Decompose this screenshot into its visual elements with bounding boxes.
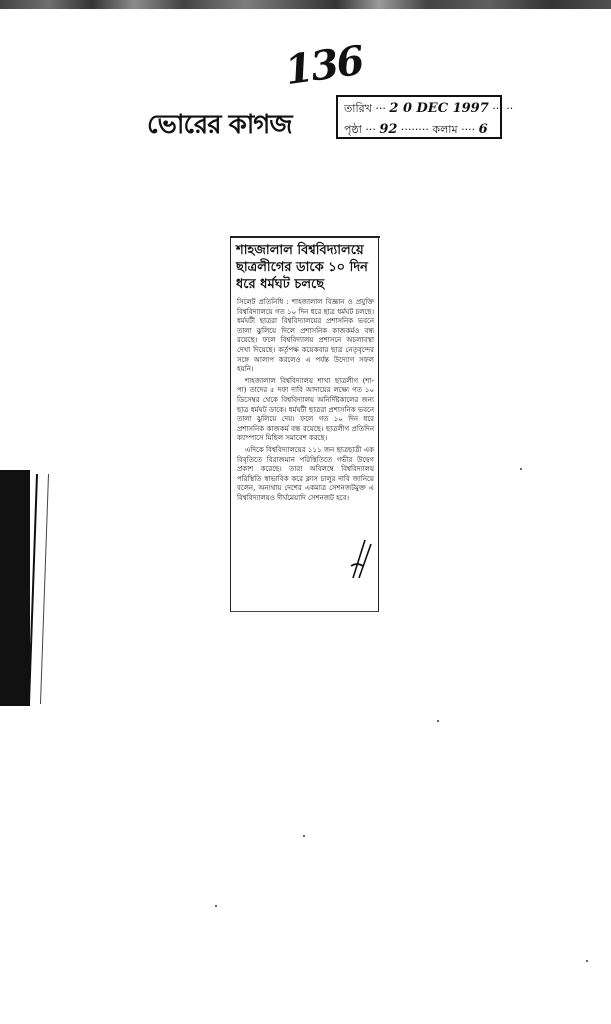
archive-stamp: [336, 95, 514, 139]
scan-left-binding: [0, 470, 46, 706]
stamp-date-label: তারিখ: [344, 102, 372, 115]
stamp-page-label: পৃষ্ঠা: [344, 123, 362, 136]
stamp-date-value: 2 0 DEC 1997: [389, 101, 489, 116]
stamp-page-value: 92: [379, 122, 398, 137]
scan-speck: [586, 960, 588, 962]
clipping-paragraph: সিলেট প্রতিনিধি : শাহজালাল বিজ্ঞান ও প্রযুক্তি বিশ্ববিদ্যালয়ে গত ১০ দিন ধরে ছাত্র ধর্মঘট চলছে। ধর্মঘটী ছাত্ররা বিশ্ববিদ্যালয়ের প্রশাসনিক ভবনে তালা ঝুলিয়ে দিলে প্রশাসনিক কাজকর্মও বন্ধ রয়েছে। ফলে বিশ্ববিদ্যালয় প্রশাসনে অচলাবস্থা দেখা দিয়েছে। কর্তৃপক্ষ কয়েকবার ছাত্র নেতৃবৃন্দের সঙ্গে আলাপ করলেও এ পর্যন্ত উদ্যোগ সফল হয়নি।: [237, 298, 374, 374]
clipping-paragraph: শাহজালাল বিশ্ববিদ্যালয় শাখা ছাত্রলীগ (শা-পা) তাদের ৫ দফা দাবি আদায়ের লক্ষ্যে গত ১০ ডিসেম্বর থেকে বিশ্ববিদ্যালয় অনির্দিষ্টকালের জন্য ছাত্র ধর্মঘট ডাকে। ধর্মঘটী ছাত্ররা প্রশাসনিক ভবনে তালা ঝুলিয়ে দেয়। ফলে গত ১০ দিন ধরে প্রশাসনিক কাজকর্ম বন্ধ রয়েছে। ছাত্রলীগ প্রতিদিন ক্যাম্পাসে মিছিল সমাবেশ করছে।: [237, 376, 374, 443]
scan-top-edge: [0, 0, 611, 9]
stamp-column-value: 6: [478, 122, 488, 137]
handwritten-number: 136: [282, 36, 366, 95]
newspaper-masthead: ভোরের কাগজ: [147, 110, 292, 140]
stamp-column-label: কলাম: [432, 123, 458, 136]
stamp-date-row: তারিখ ··· 2 0 DEC 1997 ··· ··: [344, 101, 514, 116]
scan-speck: [215, 905, 217, 907]
scan-speck: [437, 720, 439, 722]
clipping-body: [237, 298, 374, 505]
news-clipping: [230, 236, 379, 612]
scan-speck: [520, 468, 522, 470]
pen-mark: [349, 536, 375, 580]
scan-speck: [303, 835, 305, 837]
clipping-headline: শাহজালাল বিশ্ববিদ্যালয়ে ছাত্রলীগের ডাকে ১০ দিন ধরে ধর্মঘট চলছে: [236, 243, 368, 292]
stamp-page-row: পৃষ্ঠা ··· 92 ········ কলাম ···· 6: [344, 122, 488, 137]
clipping-paragraph: এদিকে বিশ্ববিদ্যালয়ের ১১১ জন ছাত্রছাত্রী এক বিবৃতিতে বিরাজমান পরিস্থিতিতে গভীর উদ্বেগ প্রকাশ করেছে। তারা অবিলম্বে বিশ্ববিদ্যালয় পরিস্থিতি স্বাভাবিক করে ক্লাস চালুর দাবি জানিয়ে বলেন, অন্যথায় দেশের একমাত্র সেশনজটমুক্ত এ বিশ্ববিদ্যালয়ও দীর্ঘমেয়াদি সেশনজট হবে।: [237, 445, 374, 502]
clipping-top-rule: [231, 236, 380, 238]
